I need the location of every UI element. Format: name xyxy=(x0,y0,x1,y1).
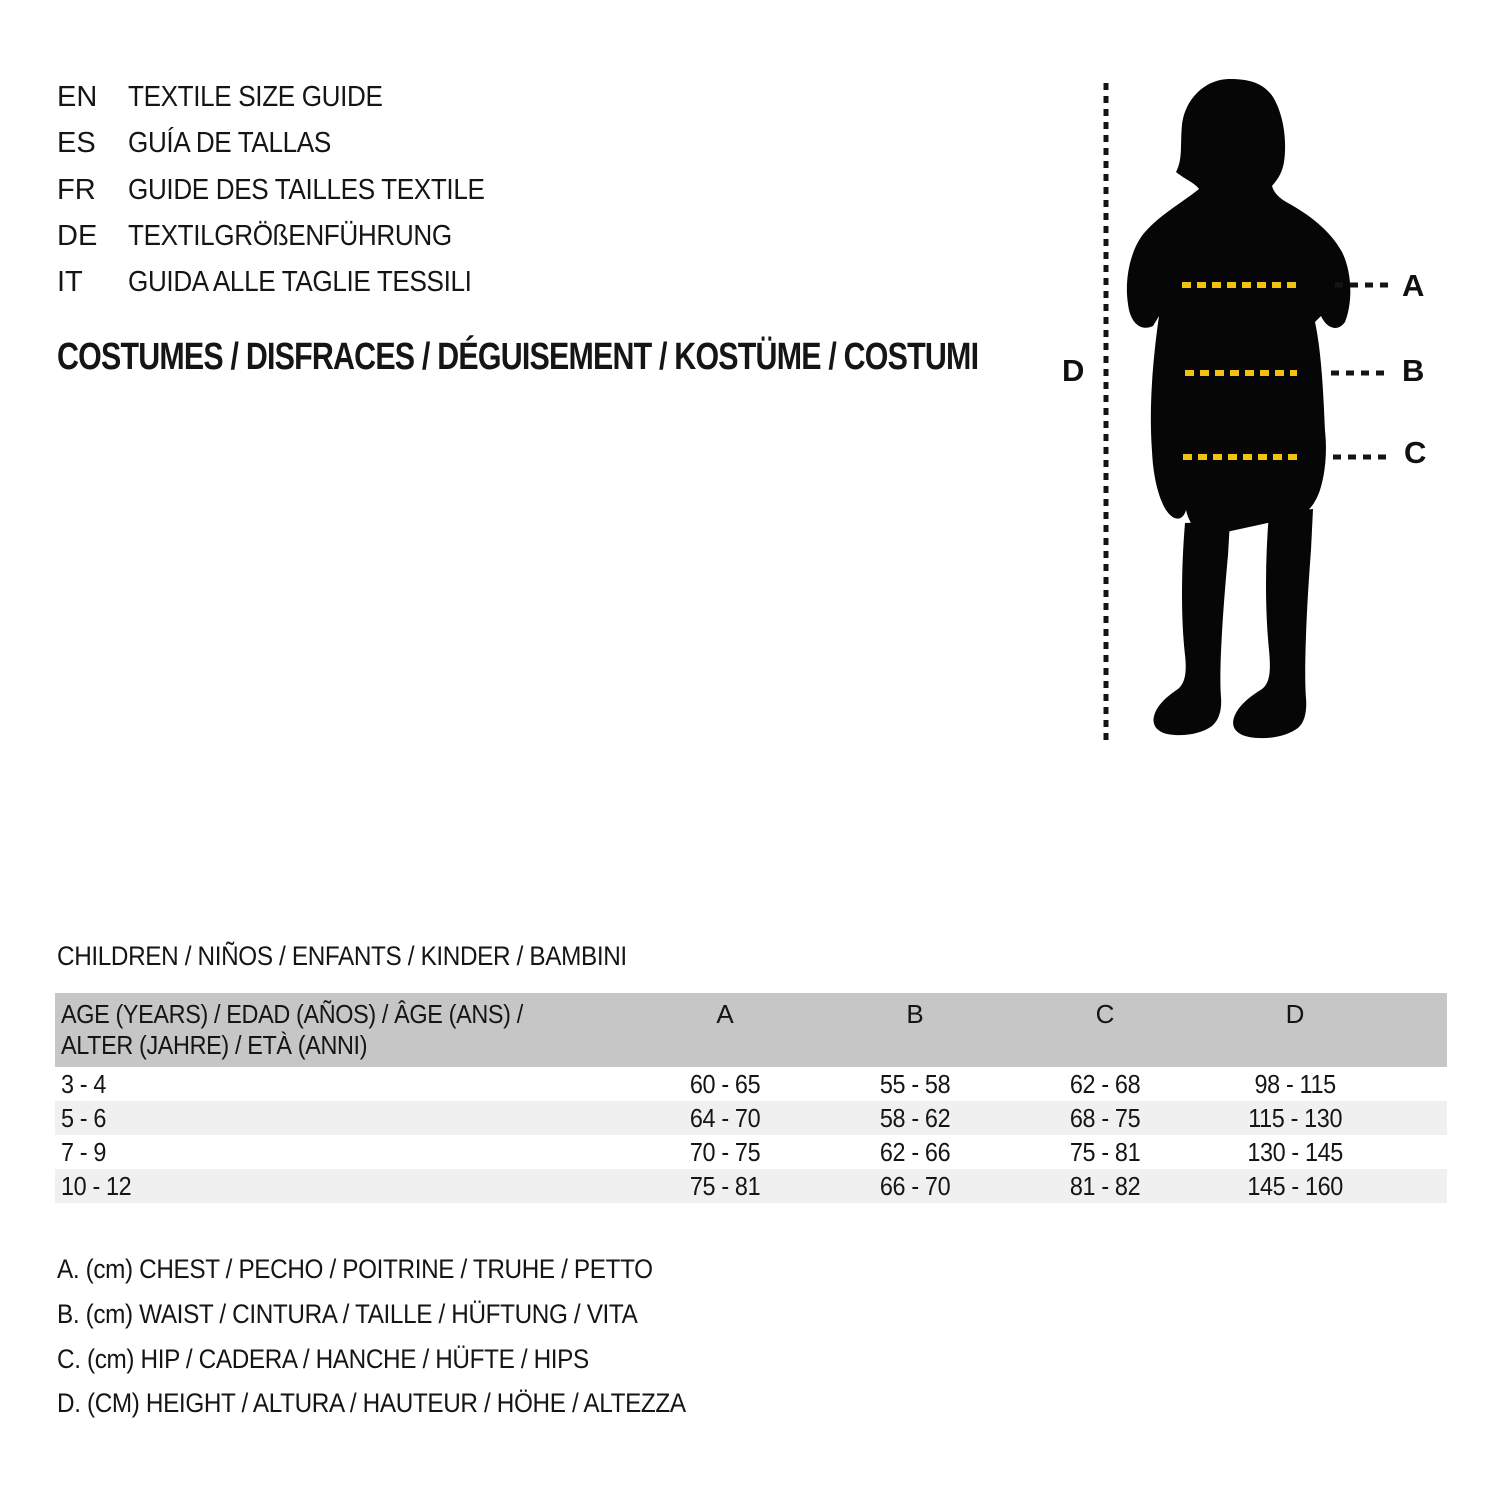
legend-item-waist: B. (cm) WAIST / CINTURA / TAILLE / HÜFTUNG / VITA xyxy=(57,1298,638,1329)
language-title: GUÍA DE TALLAS xyxy=(128,127,331,160)
age-column-header: AGE (YEARS) / EDAD (AÑOS) / ÂGE (ANS) / ALTER (JAHRE) / ETÀ (ANNI) xyxy=(61,999,523,1060)
children-section-title: CHILDREN / NIÑOS / ENFANTS / KINDER / BAMBINI xyxy=(57,941,627,971)
column-header-a: A xyxy=(716,999,734,1029)
column-header-d: D xyxy=(1285,999,1305,1029)
hip-label: C xyxy=(1404,435,1427,470)
column-header-b: B xyxy=(906,999,924,1029)
language-row-fr xyxy=(57,167,524,213)
chest-range-cell: 70 - 75 xyxy=(689,1136,761,1167)
child-silhouette-body xyxy=(1127,79,1350,536)
age-cell: 5 - 6 xyxy=(61,1102,107,1133)
height-range-cell: 115 - 130 xyxy=(1248,1102,1342,1133)
legend-item-chest: A. (cm) CHEST / PECHO / POITRINE / TRUHE / PETTO xyxy=(57,1254,653,1284)
hip-range-cell: 81 - 82 xyxy=(1069,1170,1141,1201)
language-code: IT xyxy=(57,266,83,299)
language-title: TEXTILE SIZE GUIDE xyxy=(128,81,383,113)
language-title-list xyxy=(57,74,524,305)
children-size-table xyxy=(55,993,1447,1203)
language-row-it xyxy=(57,259,524,305)
child-silhouette-right-leg xyxy=(1233,509,1313,738)
measurement-legend xyxy=(57,1247,756,1426)
age-cell: 7 - 9 xyxy=(61,1136,107,1167)
chest-range-cell: 60 - 65 xyxy=(689,1068,761,1099)
hip-range-cell: 68 - 75 xyxy=(1069,1102,1141,1133)
language-title: GUIDA ALLE TAGLIE TESSILI xyxy=(128,266,472,299)
language-row-es xyxy=(57,120,524,166)
table-row xyxy=(55,1067,1447,1101)
height-range-cell: 130 - 145 xyxy=(1247,1136,1343,1167)
chest-range-cell: 75 - 81 xyxy=(689,1170,761,1201)
legend-item-height: D. (CM) HEIGHT / ALTURA / HAUTEUR / HÖHE / ALTEZZA xyxy=(57,1388,686,1419)
table-header-row xyxy=(55,993,1447,1067)
waist-range-cell: 58 - 62 xyxy=(879,1102,951,1133)
height-label: D xyxy=(1062,353,1085,388)
hip-range-cell: 75 - 81 xyxy=(1069,1136,1141,1167)
height-range-cell: 98 - 115 xyxy=(1254,1068,1336,1099)
language-title: GUIDE DES TAILLES TEXTILE xyxy=(128,173,485,206)
chest-label: A xyxy=(1402,268,1425,303)
child-silhouette-left-leg xyxy=(1154,521,1231,735)
waist-range-cell: 62 - 66 xyxy=(879,1136,951,1167)
language-code: ES xyxy=(57,127,96,160)
category-line: COSTUMES / DISFRACES / DÉGUISEMENT / KOSTÜME / COSTUMI xyxy=(57,336,979,378)
age-cell: 10 - 12 xyxy=(61,1170,132,1201)
waist-label: B xyxy=(1402,353,1425,388)
language-row-en xyxy=(57,74,524,120)
height-range-cell: 145 - 160 xyxy=(1247,1170,1343,1201)
column-header-c: C xyxy=(1095,999,1115,1029)
chest-range-cell: 64 - 70 xyxy=(689,1102,761,1133)
language-code: DE xyxy=(57,219,98,252)
language-code: EN xyxy=(57,81,98,113)
table-row xyxy=(55,1135,1447,1169)
waist-range-cell: 55 - 58 xyxy=(879,1068,951,1099)
table-row xyxy=(55,1101,1447,1135)
age-cell: 3 - 4 xyxy=(61,1068,107,1099)
language-code: FR xyxy=(57,173,96,206)
language-row-de xyxy=(57,213,524,259)
table-row xyxy=(55,1169,1447,1203)
language-title: TEXTILGRÖßENFÜHRUNG xyxy=(128,219,452,252)
child-silhouette-figure xyxy=(1075,55,1397,755)
legend-item-hip: C. (cm) HIP / CADERA / HANCHE / HÜFTE / HIPS xyxy=(57,1343,589,1374)
waist-range-cell: 66 - 70 xyxy=(879,1170,951,1201)
hip-range-cell: 62 - 68 xyxy=(1069,1068,1141,1099)
